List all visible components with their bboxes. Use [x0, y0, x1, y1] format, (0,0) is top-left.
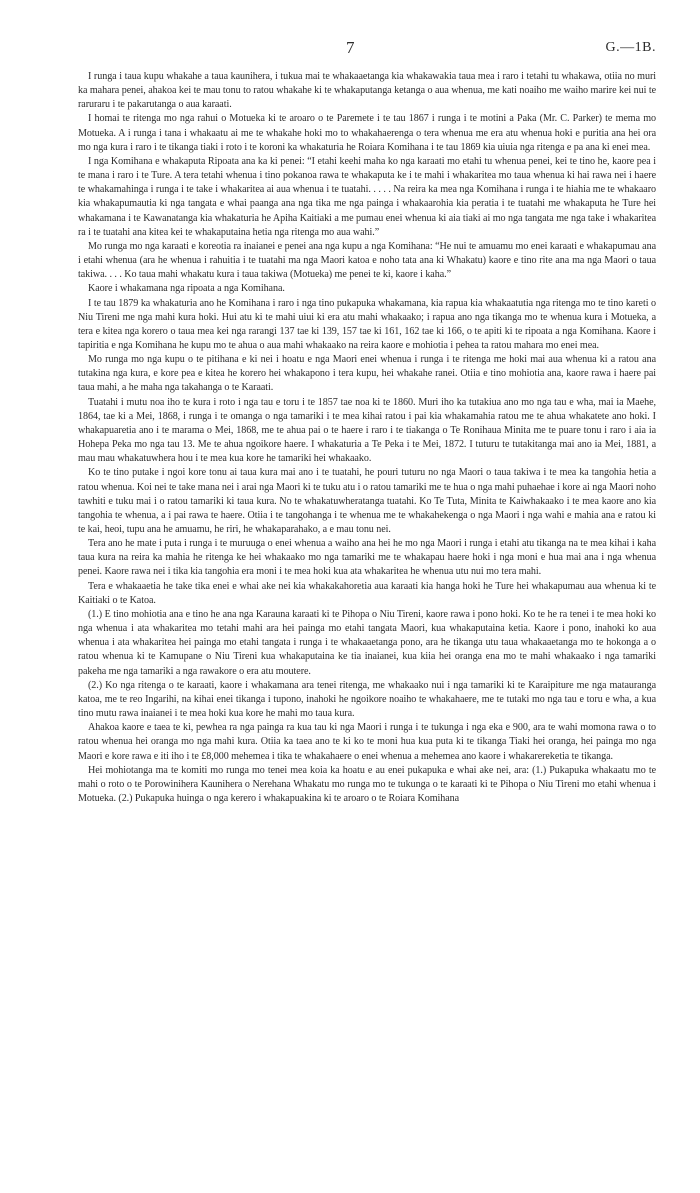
paragraph: Tera e whakaaetia he take tika enei e whai ake nei kia whakakahoretia aua karaati kia hanga hoki he Ture hei whakapumau aua whenua ki te Kaitiaki o te Katoa. [78, 580, 656, 606]
paragraph: Mo runga mo nga karaati e koreotia ra inaianei e penei ana nga kupu a nga Komihana: “He nui te amuamu mo enei karaati e whakapumau ana i etahi whenua (ara he whenua i rahuitia i te tuatahi ma nga Maori katoa e noho tata ana ki Whakatu) kaore e tino rite ana ma nga Maori o taua takiwa. . . . Ko taua mahi whakatu kura i taua takiwa (Motueka) me penei te ki, kaore i kaha.” [78, 240, 656, 281]
paragraph: Hei mohiotanga ma te komiti mo runga mo tenei mea koia ka hoatu e au enei pukapuka e whai ake nei, ara: (1.) Pukapuka whakaatu mo te mahi o roto o te Porowinihera Kaunihera o Nerehana Whakatu mo runga mo te tukunga o te karaati ki te Pihopa o Niu Tireni mo etahi whenua i Motueka. (2.) Pukapuka huinga o nga kerero i whakapuakina ki te aroaro o te Roiara Komihana [78, 764, 656, 804]
paragraph: (1.) E tino mohiotia ana e tino he ana nga Karauna karaati ki te Pihopa o Niu Tireni, kaore rawa i pono hoki. Ko te he ra tenei i te mea hoki ko nga whenua i ata whakaritea mo tetahi mahi ara hei painga mo etahi tangata Maori, kua whakaputaina ketia. Kaore i pono, inahoki ko aua whenua i ata whakaritea hei painga mo etahi tangata i runga i te whakaaetanga pono, ara he tikanga utu taua whakaaetanga mo te hokonga a o ratou whenua ki te Kamupane o Niu Tireni kua whakaputaina ke tia inaianei, kua kiia hei oranga ena mo te mahi whakaako i nga tamariki pakeha me nga tamariki a nga rawakore o era atu moutere. [78, 608, 656, 677]
paragraph: Mo runga mo nga kupu o te pitihana e ki nei i hoatu e nga Maori enei whenua i runga i te ritenga me hoki mai aua whenua ki a ratou ana tutakina nga kura, e kore pea e kitea he korero hei whakapono i tera kupu, hei whakahe ranei. Otiia e tino mohiotia ana, kaore rawa i haere pai taua mahi, a he maha nga takahanga o te Karaati. [78, 354, 656, 394]
paragraph: I nga Komihana e whakaputa Ripoata ana ka ki penei: “I etahi keehi maha ko nga karaati mo etahi tu whenua penei, kei te tino he, kaore pea i te mana i raro i te Ture. A tera tetahi whenua i tino pokanoa rawa te whakaputa ke i te mahi i whakaritea mo taua whenua ki hai rawa nei i haere te whakamahinga i runga i te take i whakaritea ai aua whenua i te tuatahi. . . . . Na reira ka mea nga Komihana i runga i te hiahia me te whakaaro kia whakapumautia ki nga tangata e whai paanga ana nga tika me nga painga i whakaarohia kia peratia i te tuatahi me whakaputa he Ture hei whakamana i te Kawanatanga kia whakaturia he Apiha Kaitiaki a me pumau enei whenua ki aia tiaki ai mo nga tangata me nga take i whakaritea ra i te tuatahi ana kitea kei te whakaputaina hetia nga ritenga mo aua wahi.” [78, 155, 656, 238]
paragraph: Kaore i whakamana nga ripoata a nga Komihana. [88, 283, 285, 295]
paragraph: I runga i taua kupu whakahe a taua kaunihera, i tukua mai te whakaaetanga kia whakawakia taua mea i raro i tetahi tu whakawa, otiia no muri ka mahara penei, ahakoa kei te mau tonu to ratou whakahe ki te whakaputanga ketanga o aua whenua, me kati noaiho me waiho marire kei nui te raruraru i te pakarutanga o aua karaati. [78, 71, 656, 111]
body-text [78, 70, 656, 806]
paragraph: Ahakoa kaore e taea te ki, pewhea ra nga painga ra kua tau ki nga Maori i runga i te tukunga i nga eka e 900, ara te wahi momona rawa o to ratou whenua hei oranga mo nga mahi kura. Otiia ka taea ano te ki ko te moni hua kua puta ki te tikanga Tiaki hei oranga, hei painga mo nga Maori e kore rawa e iti iho i te £8,000 mehemea i tika te whakahaere o enei whenua a mehemea ano kaore i whakarereketia te tikanga. [78, 722, 656, 762]
paragraph: Ko te tino putake i ngoi kore tonu ai taua kura mai ano i te tuatahi, he pouri tuturu no nga Maori o taua takiwa i te mea ka tangohia hetia a ratou whenua. Koi nei te take mana nei i arai nga Maori ki te tuku atu i o ratou tamariki me te hua o nga mahi puhaehae i kore ai nga Maori noho tawhiti e tuku mai i o ratou tamariki ki taua kura. No te whakatuwheratanga tuatahi. Ko Te Tuta, Minita te Kaiwhakaako i te mea kaore ano kia tangohia te whenua, a i pai rawa te haere. Otiia i te tangohanga i te whenua me te whakahekenga o nga Maori i nga wahi e mahia ana e ratou ki te kai, heoi, tupu ana he amuamu, he riri, he whakaparahako, a e mau tonu nei. [78, 467, 656, 535]
paragraph: Tuatahi i mutu noa iho te kura i roto i nga tau e toru i te 1857 tae noa ki te 1860. Muri iho ka tutakiua ano mo nga tau e wha, mai ia Maehe, 1864, tae ki a Mei, 1868, i runga i te omanga o nga tamariki i te mea kihai ratou i pai kia whakamahia ratou me te ahua whakatete ano hoki. I whakapuaretia ano i te marama o Mei, 1868, me te ahua pai o te haere i raro i te tiakanga o Te Ronihaua Minita me te puare tonu i raro i aia ia Hohepa Peka mo nga tau 13. Me te ahua ngoikore haere. I whakaturia a Te Peka i te Mei, 1872. I tuturu te tutakitanga mai ano ia Mei, 1881, a mau mau whakatuwhera hou i te mea kua kore he tamariki hei whakaako. [78, 396, 656, 465]
paragraph: (2.) Ko nga ritenga o te karaati, kaore i whakamana ara tenei ritenga, me whakaako nui i nga tamariki ki te Karaipiture me nga matauranga katoa, me te reo Ingarihi, na kihai enei tikanga i tupono, inahoki he ngoikore noaiho te whakahaere, me te tutaki mo nga tau e toru e wha, a kua tino mutu rawa inaianei i te mea hoki kua kore he mahi mo taua kura. [78, 679, 656, 720]
paragraph: I te tau 1879 ka whakaturia ano he Komihana i raro i nga tino pukapuka whakamana, kia rapua kia whakaatutia nga ritenga mo te tino kareti o Niu Tireni me nga mahi kura hoki. Hui atu ki te mahi uiui ki era atu mahi whakaako; i rapua ano nga tikanga mo te whenua kura i Motueka, a tera e kitea nga korero o taua mea kei nga rarangi 137 tae ki 139, 157 tae ki 161, 162 tae ki 166, o te apiti ki te ripoata a nga Komihana. Kaore i tapiritia e nga Komihana he kupu mo te ahua o aua mahi whakaako na reira kaore e mohiotia i pehea ta ratou mahara mo enei mea. [78, 297, 656, 351]
page-header [78, 38, 656, 64]
paragraph: I homai te ritenga mo nga rahui o Motueka ki te aroaro o te Paremete i te tau 1867 i runga i te motini a Paka (Mr. C. Parker) te mema mo Motueka. A i runga i tana i whakaatu ai me te whakahe hoki mo to whakahaerenga o tera whenua me era atu whenua hoki e puritia ana hei ora mo nga kura i raro i te tikanga tiaki i roto i te koroni ka whakaturia he Roiara Komihana i te tau 1869 kia uiuia nga ritenga e pa ana ki enei mea. [78, 113, 656, 153]
document-code: G.—1B. [605, 40, 656, 55]
page-number: 7 [346, 38, 355, 57]
paragraph: Tera ano he mate i puta i runga i te muruuga o enei whenua a waiho ana hei he mo nga Maori i runga i etahi atu tikanga na te mea kihai i kaha taua kura na reira ka mahia he ritenga ke hei whakaako mo nga tamariki me te whakapau haere hoki i nga moni e hua mai ana i nga whenua penei. Kaore rawa nei i tika kia tangohia era moni i te mea hoki kua ata whakaritea he whenua utu nui mo tera mahi. [78, 538, 656, 578]
document-page [78, 38, 656, 806]
